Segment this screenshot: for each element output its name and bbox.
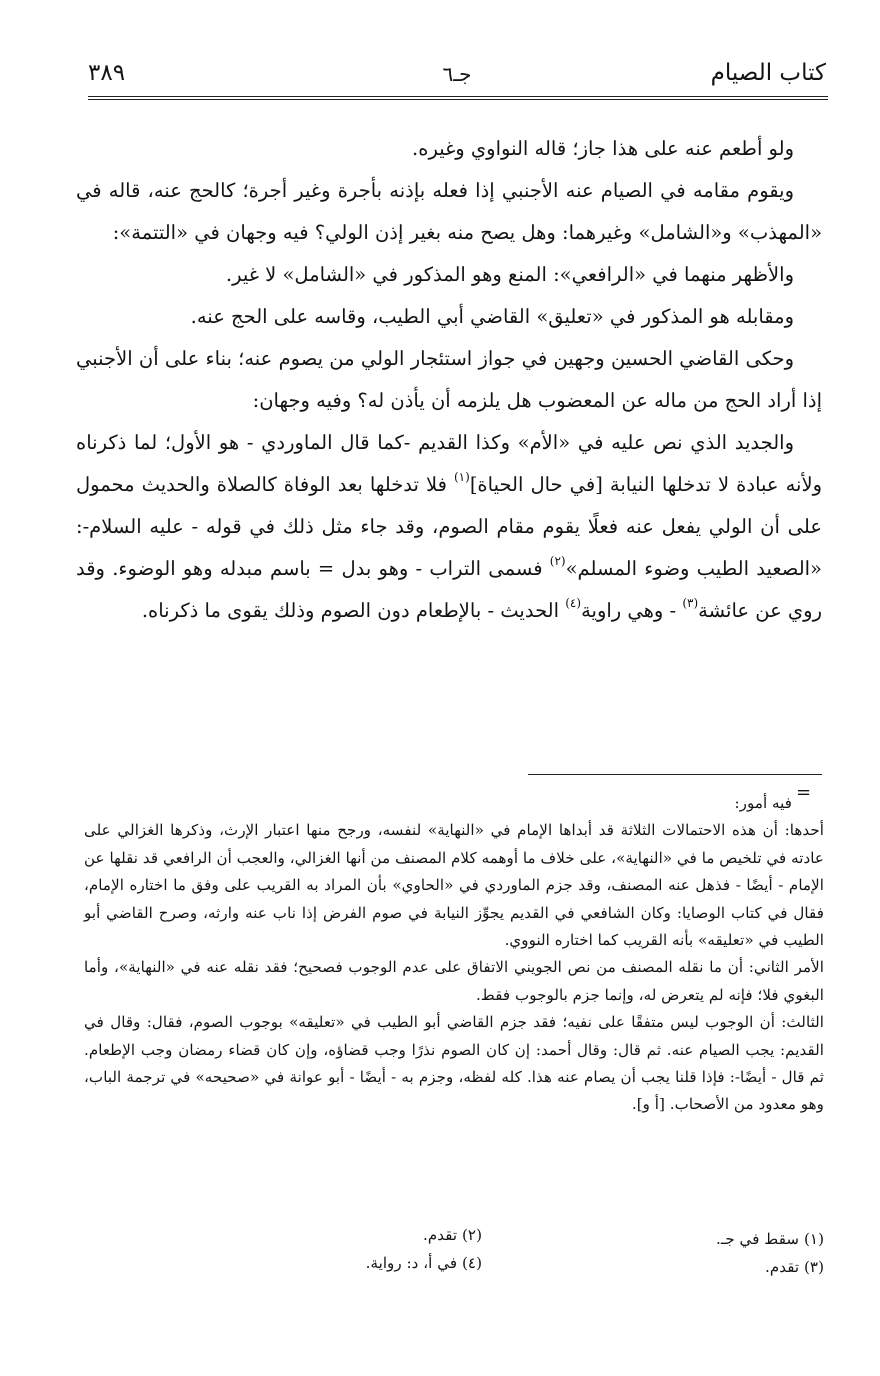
paragraph-6 [76, 422, 822, 632]
footnote-3 [765, 1258, 824, 1276]
paragraph-4: ومقابله هو المذكور في «تعليق» القاضي أبي الطيب، وقاسه على الحج عنه. [190, 305, 794, 328]
footnotes [240, 1226, 824, 1294]
footnote-text: في أ، د: رواية. [365, 1254, 458, 1272]
footnote-1 [716, 1230, 824, 1248]
paragraph-6-text-4: - وهي راوية [581, 599, 683, 622]
running-header [88, 54, 826, 94]
header-rule [88, 96, 828, 100]
footnote-ref-2: (٢) [549, 554, 566, 568]
footnote-number: (٢) [461, 1226, 482, 1244]
footnote-4 [366, 1254, 482, 1272]
paragraph-1: ولو أطعم عنه على هذا جاز؛ قاله النواوي وغيره. [412, 137, 794, 160]
continued-notes [84, 790, 824, 1119]
paragraph-6-text-5: الحديث - بالإطعام دون الصوم وذلك يقوى ما ذكرناه. [141, 599, 566, 622]
footnote-number: (١) [803, 1230, 824, 1248]
footnote-number: (٣) [803, 1258, 824, 1276]
header-book-title: كتاب الصيام [710, 60, 826, 86]
paragraph-6-text-2: فلا تدخلها بعد الوفاة كالصلاة والحديث محمول على أن الولي يفعل عنه فعلًا يقوم مقام الصوم، وقد جاء مثل ذلك في قوله - عليه السلام-: «الصعيد الطيب وضوء المسلم» [76, 473, 822, 580]
footnote-number: (٤) [461, 1254, 482, 1272]
footnote-ref-1: (١) [453, 470, 470, 484]
footnote-text: تقدم. [423, 1226, 458, 1244]
footnote-2 [423, 1226, 482, 1244]
paragraph-5: وحكى القاضي الحسين وجهين في جواز استئجار الولي من يصوم عنه؛ بناء على أن الأجنبي إذا أراد الحج من ماله عن المعضوب هل يلزمه أن يأذن له؟ وفيه وجهان: [76, 347, 822, 412]
notes-intro: فيه أمور: [734, 794, 792, 812]
footnote-separator [528, 774, 822, 775]
header-page-number: ٣٨٩ [88, 60, 126, 86]
header-volume: جـ٦ [442, 62, 472, 86]
main-text [76, 128, 822, 632]
footnote-text: تقدم. [765, 1258, 800, 1276]
paragraph-2: ويقوم مقامه في الصيام عنه الأجنبي إذا فعله بإذنه بأجرة وغير أجرة؛ كالحج عنه، قاله في «المهذب» و«الشامل» وغيرهما: وهل يصح منه بغير إذن الولي؟ فيه وجهان في «التتمة»: [76, 179, 822, 244]
continuation-mark: = [796, 782, 812, 803]
notes-item-3: الثالث: أن الوجوب ليس متفقًا على نفيه؛ فقد جزم القاضي أبو الطيب في «تعليقه» بوجوب الصوم، فقال: وقال في القديم: يجب الصيام عنه. ثم قال: وقال أحمد: إن كان الصوم نذرًا وجب قضاؤه، وإن كان قضاء رمضان وجب الإطعام. ثم قال - أيضًا-: فإذا قلنا يجب أن يصام عنه هذا. كله لفظه، وجزم به - أيضًا - أبو عوانة في «صحيحه» في ترجمة الباب، وهو معدود من الأصحاب. [أ و]. [84, 1013, 824, 1114]
notes-item-1: أحدها: أن هذه الاحتمالات الثلاثة قد أبداها الإمام في «النهاية» لنفسه، ورجح منها اعتبار الإرث، وذكرها الغزالي على عادته في تلخيص ما في «النهاية»، على خلاف ما أوهمه كلام المصنف من أنها الغزالي، والعجب أن الرافعي قد نقلها عن الإمام - أيضًا - فذهل عنه المصنف، وقد جزم الماوردي في «الحاوي» بأن المراد به القريب على وفق ما اختاره الإمام، فقال في كتاب الوصايا: وكان الشافعي في القديم يجوِّز النيابة في صوم الفرض إذا ناب عنه وارثه، وصرح القاضي أبو الطيب في «تعليقه» بأنه القريب كما اختاره النووي. [84, 821, 824, 950]
paragraph-6-text-1: والجديد الذي نص عليه في «الأم» وكذا القديم -كما قال الماوردي - هو الأول؛ لما ذكرناه ولأنه عبادة لا تدخلها النيابة [في حال الحياة] [76, 431, 822, 496]
paragraph-6-text-3: فسمى التراب - وهو بدل = باسم مبدله وهو الوضوء. وقد روي عن عائشة [76, 557, 822, 622]
notes-item-2: الأمر الثاني: أن ما نقله المصنف من نص الجويني الاتفاق على عدم الوجوب فصحيح؛ فقد نقله عنه في «النهاية»، وأما البغوي فلا؛ فإنه لم يتعرض له، وإنما جزم بالوجوب فقط. [84, 958, 824, 1004]
footnote-text: سقط في جـ. [716, 1230, 800, 1248]
paragraph-3: والأظهر منهما في «الرافعي»: المنع وهو المذكور في «الشامل» لا غير. [225, 263, 794, 286]
footnote-ref-4: (٤) [565, 596, 582, 610]
footnote-ref-3: (٣) [682, 596, 699, 610]
